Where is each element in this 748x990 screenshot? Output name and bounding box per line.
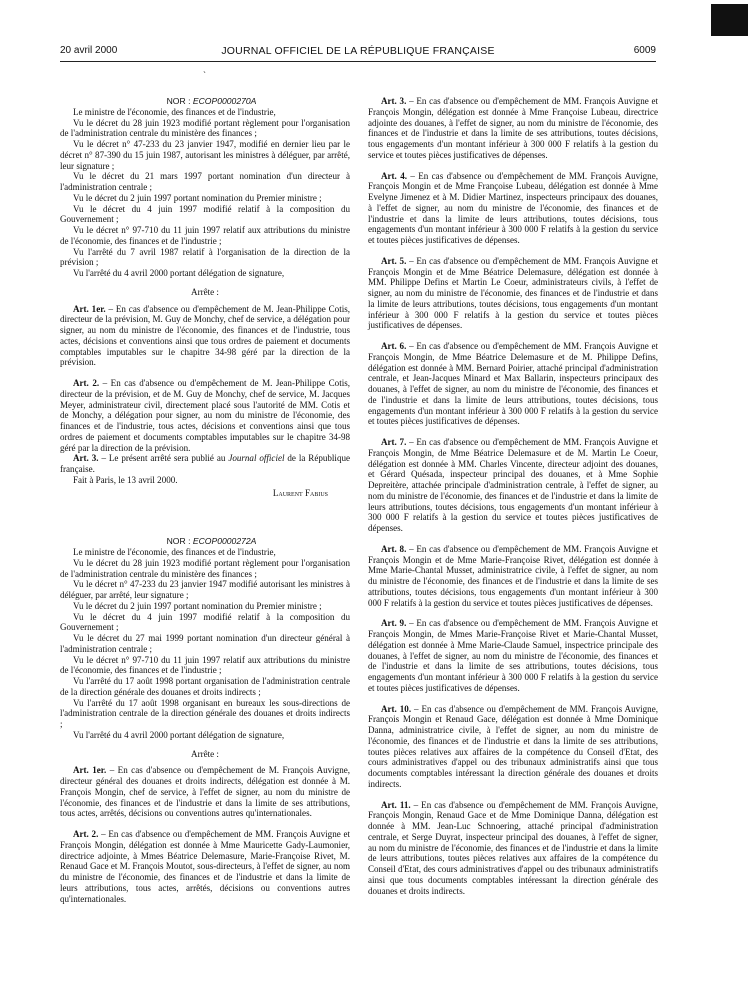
article: Art. 3. – Le présent arrêté sera publié au Journal officiel de la République française. (60, 453, 351, 474)
article: Art. 11. – En cas d'absence ou d'empêchement de MM. François Auvigne, François Mongin, Renaud Gace et de Mme Dominique Danna, délégation est donnée à MM. Jean-Luc Schnoering, attaché principal d'administration centrale, et Serge Duyrat, inspecteur principal des douanes, à l'effet de signer, au nom du ministre de l'économie, des finances et de l'industrie et dans la limite de leurs attributions, toutes pièces relatives aux affaires de la compétence du Conseil d'Etat, des cours administratives d'appel ou des tribunaux administratifs ainsi que tous documents comptables intéressant la direction générale des douanes et droits indirects. (368, 799, 658, 896)
preamble-line: Le ministre de l'économie, des finances et de l'industrie, (73, 547, 276, 557)
preamble-line: Vu le décret du 27 mai 1999 portant nomination d'un directeur général à l'administration centrale ; (60, 633, 350, 654)
signature: Laurent Fabius (272, 487, 328, 498)
article: Art. 9. – En cas d'absence ou d'empêchement de MM. François Auvigne et François Mongin, de Mmes Marie-Françoise Rivet et Marie-Chantal Musset, délégation est donnée à Mme Marie-Claude Samuel, inspectrice principale des douanes, à l'effet de signer, au nom du ministre de l'économie, des finances et de l'industrie et dans la limite de ses attributions, toutes décisions, tous engagements d'un montant inférieur à 300 000 F relatifs à la gestion du service et toutes pièces justificatives de dépenses. (368, 618, 658, 693)
header-date: 20 avril 2000 (60, 45, 118, 56)
done-at: Fait à Paris, le 13 avril 2000. (73, 474, 178, 485)
preamble-line: Vu le décret du 28 juin 1923 modifié portant règlement pour l'organisation de l'administration centrale du ministère des finances ; (60, 117, 350, 139)
article: Art. 8. – En cas d'absence ou d'empêchement de MM. François Auvigne et François Mongin et de Mme Marie-Françoise Rivet, délégation est donnée à Mme Marie-Chantal Musset, administratrice civile, à l'effet de signer, au nom du ministre de l'économie, des finances et de l'industrie et dans la limite de ses attributions, toutes décisions, tous engagements d'un montant inférieur à 300 000 F relatifs à la gestion du service et toutes pièces justificatives de dépenses. (368, 543, 658, 608)
article: Art. 2. – En cas d'absence ou d'empêchement de M. Jean-Philippe Cotis, directeur de la prévision, et de M. Guy de Monchy, chef de service, M. Jacques Meyer, administrateur civil, directement placé sous l'autorité de MM. Cotis et de Monchy, a délégation pour signer, au nom du ministre de l'économie, des finances et de l'industrie, tous actes, décisions et conventions ainsi que tous ordres de paiement et documents comptables imputables sur le chapitre 34-98 géré par la direction de la prévision. (60, 378, 350, 453)
preamble-line: Vu l'arrêté du 17 août 1998 organisant en bureaux les sous-directions de l'administration centrale de la direction générale des douanes et droits indirects ; (60, 697, 350, 729)
article: Art. 7. – En cas d'absence ou d'empêchement de MM. François Auvigne et François Mongin, de Mme Béatrice Delemasure et de M. Martin Le Coeur, délégation est donnée à MM. Charles Vincente, directeur adjoint des douanes, et Gérard Quésada, inspecteur principal des douanes, et à Mme Sophie Depreitère, attachée principale d'administration centrale, à l'effet de signer, au nom du ministre de l'économie, des finances et de l'industrie et dans la limite de leurs attributions, toutes décisions, tous engagements d'un montant inférieur à 300 000 F relatifs à la gestion du service et toutes pièces justificatives de dépenses. (368, 437, 658, 533)
stray-mark: ` (203, 70, 206, 80)
article: Art. 10. – En cas d'absence ou d'empêchement de MM. François Auvigne, François Mongin et Renaud Gace, délégation est donnée à Mme Dominique Danna, administratrice civile, à l'effet de signer, au nom du ministre de l'économie, des finances et de l'industrie et dans la limite de ses attributions, toutes pièces relatives aux affaires de la compétence du Conseil d'Etat, des cours administratives d'appel ou des tribunaux administratifs ainsi que tous documents comptables intéressant la direction générale des douanes et droits indirects. (368, 703, 658, 789)
article: Art. 1er. – En cas d'absence ou d'empêchement de M. Jean-Philippe Cotis, directeur de la prévision, M. Guy de Monchy, chef de service, a délégation pour signer, au nom du ministre de l'économie, des finances et de l'industrie, tous actes, décisions et conventions ainsi que tous ordres de paiement et documents comptables imputables sur le chapitre 34-98 géré par la direction de la prévision. (60, 303, 350, 368)
right-column (368, 96, 658, 896)
preamble-line: Vu le décret du 4 juin 1997 modifié relatif à la composition du Gouvernement ; (60, 611, 350, 633)
left-column (60, 96, 350, 904)
preamble-line: Vu l'arrêté du 4 avril 2000 portant délégation de signature, (73, 268, 285, 278)
header-rule (60, 61, 656, 62)
thumb-index-mark (711, 4, 748, 36)
arrete-heading: Arrête : (191, 748, 219, 759)
nor-reference-1: NOR : ECOP0000270A (166, 96, 257, 106)
article: Art. 6. – En cas d'absence ou d'empêchement de MM. François Auvigne et François Mongin, de Mme Béatrice Delemasure et de M. Philippe Defins, délégation est donnée à MM. Bernard Poirier, attaché principal d'administration centrale, et Jean-Jacques Minard et Max Ballarin, inspecteurs principaux des douanes, à l'effet de signer, au nom du ministre de l'économie, des finances et de l'industrie et dans la limite de leurs attributions, toutes décisions, tous engagements d'un montant inférieur à 300 000 F relatifs à la gestion du service et toutes pièces justificatives de dépenses. (368, 341, 658, 427)
preamble-line: Vu l'arrêté du 17 août 1998 portant organisation de l'administration centrale de la direction générale des douanes et droits indirects ; (60, 676, 350, 697)
article: Art. 2. – En cas d'absence ou d'empêchement de MM. François Auvigne et François Mongin, délégation est donnée à Mme Mauricette Gady-Laumonier, directrice adjointe, à Mmes Béatrice Delemasure, Marie-Françoise Rivet, M. Renaud Gace et M. François Moutot, sous-directeurs, à l'effet de signer, au nom du ministre de l'économie, des finances et de l'industrie et dans la limite de leurs attributions, tous actes, arrêtés, décisions ou conventions autres qu'internationales. (60, 829, 350, 904)
preamble-line: Vu l'arrêté du 7 avril 1987 relatif à l'organisation de la direction de la prévision ; (60, 246, 350, 268)
page-header (60, 45, 656, 59)
article: Art. 1er. – En cas d'absence ou d'empêchement de M. François Auvigne, directeur général des douanes et droits indirects, délégation est donnée à M. François Mongin, chef de service, à l'effet de signer, au nom du ministre de l'économie, des finances et de l'industrie et dans la limite de ses attributions, tous actes, arrêtés, décisions ou conventions autres qu'internationales. (60, 765, 350, 819)
article: Art. 5. – En cas d'absence ou d'empêchement de MM. François Auvigne et François Mongin et de Mme Béatrice Delemasure, délégation est donnée à MM. Philippe Defins et Martin Le Coeur, administrateurs civils, à l'effet de signer, au nom du ministre de l'économie, des finances et de l'industrie et dans la limite de leurs attributions, toutes décisions, tous engagements d'un montant inférieur à 300 000 F relatifs à la gestion du service et toutes pièces justificatives de dépenses. (368, 255, 658, 331)
preamble-line: Vu le décret du 2 juin 1997 portant nomination du Premier ministre ; (73, 192, 322, 203)
preamble-line: Vu le décret n° 97-710 du 11 juin 1997 relatif aux attributions du ministre de l'économie, des finances et de l'industrie ; (60, 225, 350, 246)
page-number: 6009 (633, 45, 656, 56)
arrete-heading: Arrête : (191, 286, 219, 297)
preamble-line: Vu le décret n° 47-233 du 23 janvier 1947, modifié en dernier lieu par le décret n° 87-390 du 15 juin 1987, autorisant les ministres à déléguer, par arrêté, leur signature ; (60, 139, 350, 171)
preamble-line: Vu le décret du 2 juin 1997 portant nomination du Premier ministre ; (73, 600, 322, 611)
article: Art. 3. – En cas d'absence ou d'empêchement de MM. François Auvigne et François Mongin, délégation est donnée à Mme Françoise Lubeau, directrice adjointe des douanes, à l'effet de signer, au nom du ministre de l'économie, des finances et de l'industrie et dans la limite de ses attributions, toutes décisions, tous engagements d'un montant inférieur à 300 000 F relatifs à la gestion du service et toutes pièces justificatives de dépenses. (368, 96, 658, 160)
preamble-line: Vu le décret du 4 juin 1997 modifié relatif à la composition du Gouvernement ; (60, 203, 350, 225)
preamble-line: Le ministre de l'économie, des finances et de l'industrie, (73, 106, 276, 117)
preamble-line: Vu l'arrêté du 4 avril 2000 portant délégation de signature, (73, 729, 285, 740)
journal-title: JOURNAL OFFICIEL DE LA RÉPUBLIQUE FRANÇAISE (221, 45, 495, 57)
preamble-line: Vu le décret du 21 mars 1997 portant nomination d'un directeur à l'administration centrale ; (60, 171, 350, 192)
preamble-line: Vu le décret du 28 juin 1923 modifié portant règlement pour l'organisation de l'administration centrale du ministère des finances ; (60, 557, 350, 579)
preamble-line: Vu le décret n° 97-710 du 11 juin 1997 relatif aux attributions du ministre de l'économie, des finances et de l'industrie ; (60, 654, 350, 676)
preamble-line: Vu le décret n° 47-233 du 23 janvier 1947 modifié autorisant les ministres à déléguer, par arrêté, leur signature ; (60, 579, 350, 600)
article: Art. 4. – En cas d'absence ou d'empêchement de MM. François Auvigne, François Mongin et de Mme Françoise Lubeau, délégation est donnée à Mme Evelyne Jimenez et à M. Didier Martinez, inspecteurs principaux des douanes, à l'effet de signer, au nom du ministre de l'économie, des finances et de l'industrie et dans la limite de leurs attributions, toutes décisions, tous engagements d'un montant inférieur à 300 000 F relatifs à la gestion du service et toutes pièces justificatives de dépenses. (368, 170, 658, 245)
nor-reference-2: NOR : ECOP0000272A (166, 536, 257, 547)
